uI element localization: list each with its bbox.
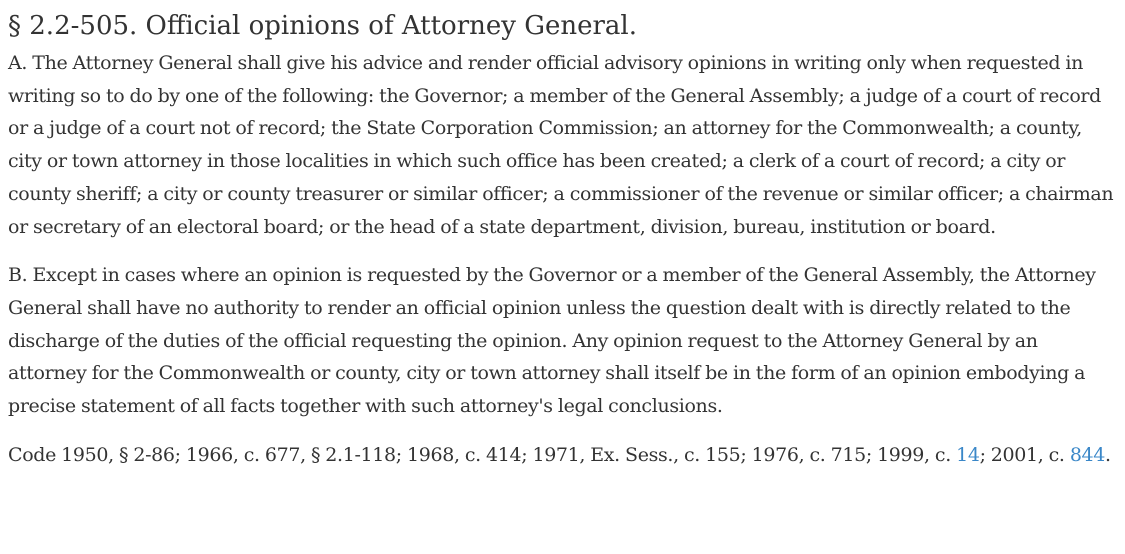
chapter-14-link[interactable]: 14	[956, 443, 980, 466]
section-title: § 2.2-505. Official opinions of Attorney General.	[8, 11, 638, 41]
subsection-a: A. The Attorney General shall give his advice and render official advisory opinions in writing only when requested in writing so to do by one of the following: the Governor; a member of the General Assembly; a judge of a court of record or a judge of a court not of record; the State Corporation Commission; an attorney for the Commonwealth; a county, city or town attorney in those localities in which such office has been created; a clerk of a court of record; a city or county sheriff; a city or county treasurer or similar officer; a commissioner of the revenue or similar officer; a chairman or secretary of an electoral board; or the head of a state department, division, bureau, institution or board.	[8, 52, 1114, 238]
history-citation	[8, 439, 1117, 472]
chapter-844-link[interactable]: 844	[1069, 443, 1106, 466]
statute-page	[0, 8, 1125, 471]
history-middle: ; 2001, c.	[979, 443, 1070, 466]
subsection-b: B. Except in cases where an opinion is requested by the Governor or a member of the General Assembly, the Attorney General shall have no authority to render an official opinion unless the question dealt with is directly related to the discharge of the duties of the official requesting the opinion. Any opinion request to the Attorney General by an attorney for the Commonwealth or county, city or town attorney shall itself be in the form of an opinion embodying a precise statement of all facts together with such attorney's legal conclusions.	[8, 264, 1096, 418]
history-prefix: Code 1950, § 2-86; 1966, c. 677, § 2.1-118; 1968, c. 414; 1971, Ex. Sess., c. 155; 1976, c. 715; 1999, c.	[8, 443, 957, 466]
history-suffix: .	[1105, 443, 1111, 466]
